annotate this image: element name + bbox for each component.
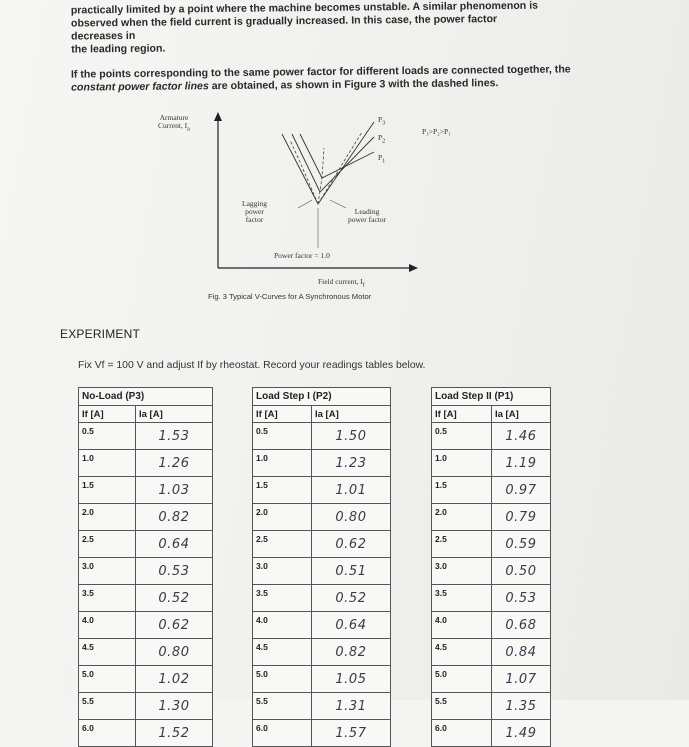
if-cell: 6.0: [253, 720, 312, 747]
ia-cell[interactable]: 0.80: [136, 639, 213, 666]
emphasis-text: constant power factor lines: [71, 80, 209, 94]
if-cell: 3.5: [253, 585, 312, 612]
lagging-label: [242, 200, 267, 224]
table-row: [432, 558, 551, 585]
table-row: [432, 720, 551, 747]
curve-label-p2: [378, 134, 385, 146]
label-line: Armature: [159, 113, 189, 122]
label-line: power factor: [348, 215, 387, 224]
table-row: [253, 531, 391, 558]
table-row: [253, 558, 391, 585]
column-header-if: If [A]: [432, 406, 492, 423]
table-row: [432, 693, 551, 720]
table-row: [79, 585, 213, 612]
table-row: [432, 585, 551, 612]
table-title: No-Load (P3): [79, 388, 213, 406]
ia-cell[interactable]: 1.52: [136, 720, 213, 747]
if-cell: 4.0: [432, 612, 492, 639]
column-header-if: If [A]: [79, 406, 136, 423]
x-axis-arrow: [409, 264, 418, 272]
if-cell: 2.5: [432, 531, 492, 558]
label-text: Field current, I: [318, 277, 363, 286]
text-fragment: are obtained, as shown in Figure 3 with the dashed lines.: [208, 77, 499, 93]
table-row: [253, 585, 391, 612]
table-row: [79, 639, 213, 666]
power-factor-paragraph: [71, 63, 571, 94]
if-cell: 2.5: [253, 531, 312, 558]
table-row: [79, 504, 213, 531]
table-row: [253, 693, 391, 720]
label-line: power: [245, 207, 264, 216]
ia-cell[interactable]: 0.82: [312, 639, 391, 666]
ia-cell[interactable]: 0.64: [136, 531, 213, 558]
section-heading: EXPERIMENT: [60, 327, 141, 341]
table-row: [253, 450, 391, 477]
power-ordering-label: P₃>P₂>P₁: [422, 127, 451, 136]
if-cell: 5.5: [432, 693, 492, 720]
if-cell: 3.5: [432, 585, 492, 612]
label-subscript: f: [362, 281, 365, 289]
table-row: [253, 639, 391, 666]
table-row: [432, 504, 551, 531]
table-title: Load Step II (P1): [432, 388, 551, 406]
ia-cell[interactable]: 0.53: [136, 558, 213, 585]
label-line: Leading: [354, 207, 380, 216]
if-cell: 6.0: [432, 720, 492, 747]
column-header-if: If [A]: [253, 406, 312, 423]
x-axis-label: [318, 278, 365, 290]
ia-cell[interactable]: 0.51: [312, 558, 391, 585]
if-cell: 3.0: [79, 558, 136, 585]
if-cell: 6.0: [79, 720, 136, 747]
ia-cell[interactable]: 0.84: [492, 639, 551, 666]
table-row: [79, 612, 213, 639]
no-load-table: [78, 387, 213, 747]
if-cell: 0.5: [79, 423, 136, 450]
table-row: [432, 450, 551, 477]
v-curves-figure: [150, 108, 451, 308]
table-row: [253, 720, 391, 747]
table-row: [432, 612, 551, 639]
if-cell: 3.0: [253, 558, 312, 585]
if-cell: 4.5: [253, 639, 312, 666]
ia-cell[interactable]: 0.52: [312, 585, 391, 612]
if-cell: 5.5: [79, 693, 136, 720]
ia-cell[interactable]: 1.30: [136, 693, 213, 720]
if-cell: 2.0: [253, 504, 312, 531]
text-line: observed when the field current is gradually increased. In this case, the power factor decreases in: [70, 13, 498, 43]
column-header-ia: Ia [A]: [136, 406, 213, 423]
ia-cell[interactable]: 1.02: [136, 666, 213, 693]
ia-cell[interactable]: 1.50: [312, 423, 391, 450]
label-subscript: 3: [382, 119, 386, 127]
if-cell: 1.0: [79, 450, 136, 477]
instruction-text: Fix Vf = 100 V and adjust If by rheostat. Record your readings tables below.: [78, 360, 426, 371]
ia-cell[interactable]: 1.53: [136, 423, 213, 450]
load-step-1-table: [252, 387, 391, 747]
table-row: [432, 639, 551, 666]
lagging-pf-line: [290, 140, 318, 204]
if-cell: 1.5: [79, 477, 136, 504]
ia-cell[interactable]: 0.64: [312, 612, 391, 639]
ia-cell[interactable]: 1.19: [492, 450, 551, 477]
label-text: Current, I: [158, 121, 188, 130]
leading-label: [348, 208, 386, 224]
ia-cell[interactable]: 1.07: [492, 666, 551, 693]
v-curves-diagram: [150, 108, 440, 298]
table-row: [253, 423, 391, 450]
table-row: [79, 531, 213, 558]
table-row: [79, 423, 213, 450]
v-curve-p1: [300, 134, 374, 178]
leading-pointer: [330, 200, 346, 208]
column-header-ia: Ia [A]: [492, 406, 551, 423]
leading-pf-line: [318, 132, 362, 204]
figure-caption: Fig. 3 Typical V-Curves for A Synchronous Motor: [208, 292, 372, 301]
if-cell: 4.5: [432, 639, 492, 666]
if-cell: 3.0: [432, 558, 492, 585]
lagging-pointer: [298, 200, 312, 208]
if-cell: 0.5: [432, 423, 492, 450]
if-cell: 2.0: [432, 504, 492, 531]
ia-cell[interactable]: 1.35: [492, 693, 551, 720]
ia-cell[interactable]: 0.53: [492, 585, 551, 612]
text-line: practically limited by a point where the machine becomes unstable. A similar phenomenon is: [70, 0, 539, 17]
table-row: [79, 558, 213, 585]
ia-cell[interactable]: 0.62: [312, 531, 391, 558]
table-row: [432, 477, 551, 504]
ia-cell[interactable]: 1.23: [312, 450, 391, 477]
text-line: If the points corresponding to the same power factor for different loads are connected together, the: [70, 63, 571, 81]
load-step-2-table: [431, 387, 551, 747]
if-cell: 4.0: [79, 612, 136, 639]
if-cell: 5.0: [253, 666, 312, 693]
ia-cell[interactable]: 1.57: [312, 720, 391, 747]
ia-cell[interactable]: 0.68: [492, 612, 551, 639]
ia-cell[interactable]: 0.50: [492, 558, 551, 585]
ia-cell[interactable]: 1.26: [136, 450, 213, 477]
table-row: [432, 666, 551, 693]
ia-cell[interactable]: 0.59: [492, 531, 551, 558]
y-axis-label: [158, 114, 190, 134]
if-cell: 1.0: [432, 450, 492, 477]
table-row: [79, 693, 213, 720]
if-cell: 2.0: [79, 504, 136, 531]
label-line: factor: [245, 215, 264, 224]
ia-cell[interactable]: 1.49: [492, 720, 551, 747]
table-title: Load Step I (P2): [253, 388, 391, 406]
if-cell: 1.5: [253, 477, 312, 504]
table-row: [79, 720, 213, 747]
y-axis-arrow: [214, 112, 222, 121]
table-row: [432, 423, 551, 450]
label-subscript: 2: [382, 137, 386, 145]
ia-cell[interactable]: 1.05: [312, 666, 391, 693]
column-header-ia: Ia [A]: [312, 406, 391, 423]
ia-cell[interactable]: 0.79: [492, 504, 551, 531]
ia-cell[interactable]: 0.62: [136, 612, 213, 639]
if-cell: 1.0: [253, 450, 312, 477]
if-cell: 4.5: [79, 639, 136, 666]
table-row: [79, 477, 213, 504]
ia-cell[interactable]: 1.31: [312, 693, 391, 720]
intro-paragraph: [71, 0, 552, 57]
ia-cell[interactable]: 1.46: [492, 423, 551, 450]
if-cell: 3.5: [79, 585, 136, 612]
curve-label-p1: [378, 154, 385, 166]
label-line: [158, 122, 190, 134]
label-text: P: [378, 153, 383, 162]
if-cell: 5.5: [253, 693, 312, 720]
ia-cell[interactable]: 0.82: [136, 504, 213, 531]
if-cell: 2.5: [79, 531, 136, 558]
table-row: [79, 666, 213, 693]
table-row: [253, 666, 391, 693]
label-text: P: [378, 133, 383, 142]
if-cell: 5.0: [432, 666, 492, 693]
ia-cell[interactable]: 0.97: [492, 477, 551, 504]
if-cell: 5.0: [79, 666, 136, 693]
ia-cell[interactable]: 1.03: [136, 477, 213, 504]
table-row: [253, 477, 391, 504]
ia-cell[interactable]: 0.80: [312, 504, 391, 531]
unity-pf-label: Power factor = 1.0: [274, 251, 330, 260]
table-row: [79, 450, 213, 477]
if-cell: 0.5: [253, 423, 312, 450]
ia-cell[interactable]: 1.01: [312, 477, 391, 504]
ia-cell[interactable]: 0.52: [136, 585, 213, 612]
table-row: [253, 504, 391, 531]
curve-label-p3: [378, 116, 385, 128]
table-row: [432, 531, 551, 558]
label-subscript: 1: [382, 157, 386, 165]
table-row: [253, 612, 391, 639]
label-subscript: a: [187, 125, 190, 133]
label-text: P: [378, 115, 383, 124]
if-cell: 4.0: [253, 612, 312, 639]
label-line: Lagging: [242, 199, 267, 208]
if-cell: 1.5: [432, 477, 492, 504]
text-line: the leading region.: [71, 42, 166, 56]
